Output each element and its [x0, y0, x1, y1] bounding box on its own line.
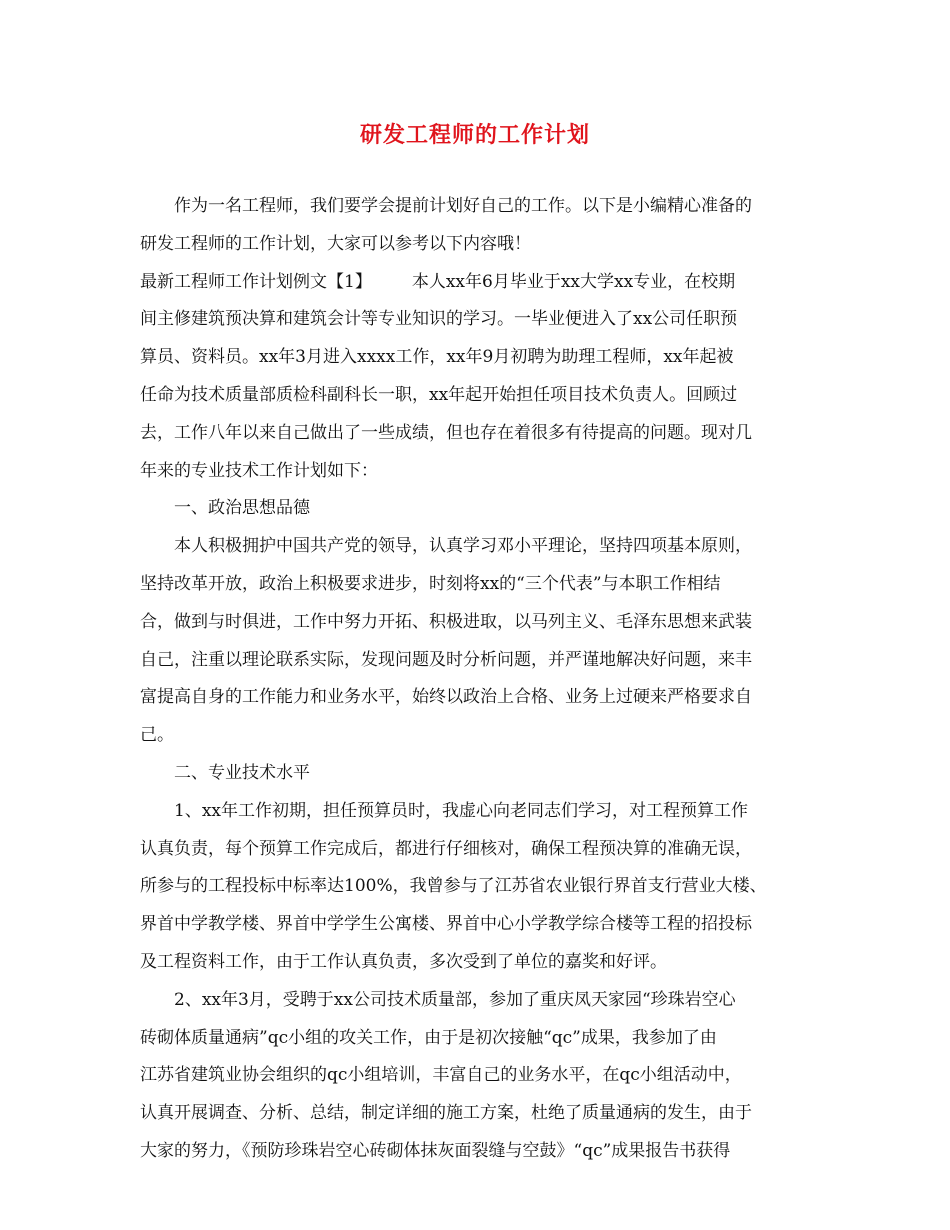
text-line-content: 研发工程师的工作计划，大家可以参考以下内容哦！	[140, 233, 531, 254]
document-body	[140, 188, 840, 1171]
text-line	[140, 415, 840, 453]
text-line-content: 认真开展调查、分析、总结，制定详细的施工方案，杜绝了质量通病的发生，由于	[140, 1103, 752, 1124]
text-line	[140, 944, 840, 982]
text-line	[140, 339, 840, 377]
text-line-content: 大家的努力，《预防珍珠岩空心砖砌体抹灰面裂缝与空鼓》“qc”成果报告书获得	[140, 1140, 731, 1161]
text-line	[140, 377, 840, 415]
text-line	[140, 453, 840, 491]
text-line	[140, 1020, 840, 1058]
text-line-content: 认真负责，每个预算工作完成后，都进行仔细核对，确保工程预决算的准确无误，	[140, 838, 752, 859]
text-line	[140, 1057, 840, 1095]
text-line	[140, 793, 840, 831]
text-line	[140, 868, 840, 906]
text-line	[140, 717, 840, 755]
text-line-content: 所参与的工程投标中标率达100%，我曾参与了江苏省农业银行界首支行营业大楼、	[140, 876, 767, 897]
text-line	[140, 226, 840, 264]
text-line	[140, 528, 840, 566]
text-line-content: 2、xx年3月，受聘于xx公司技术质量部，参加了重庆凤天家园“珍珠岩空心	[174, 989, 736, 1010]
text-line	[140, 679, 840, 717]
text-line-content: 富提高自身的工作能力和业务水平，始终以政治上合格、业务上过硬来严格要求自	[140, 687, 752, 708]
text-line-content: 年来的专业技术工作计划如下：	[140, 460, 378, 481]
text-line-content: 自己，注重以理论联系实际，发现问题及时分析问题，并严谨地解决好问题，来丰	[140, 649, 752, 670]
text-line	[140, 982, 840, 1020]
text-line-content: 江苏省建筑业协会组织的qc小组培训，丰富自己的业务水平，在qc小组活动中，	[140, 1065, 742, 1086]
text-line	[140, 566, 840, 604]
text-line	[140, 1095, 840, 1133]
text-line-content: 作为一名工程师，我们要学会提前计划好自己的工作。以下是小编精心准备的	[174, 196, 752, 216]
text-line-content: 任命为技术质量部质检科副科长一职，xx年起开始担任项目技术负责人。回顾过	[140, 384, 738, 405]
text-line-tail: 本人xx年6月毕业于xx大学xx专业，在校期	[411, 271, 736, 292]
text-line-content: 本人积极拥护中国共产党的领导，认真学习邓小平理论，坚持四项基本原则，	[174, 536, 752, 557]
text-line	[140, 1133, 840, 1171]
text-line-content: 1、xx年工作初期，担任预算员时，我虚心向老同志们学习，对工程预算工作	[174, 800, 748, 821]
text-line	[140, 642, 840, 680]
document-title: 研发工程师的工作计划	[359, 122, 590, 148]
text-line-content: 去，工作八年以来自己做出了一些成绩，但也存在着很多有待提高的问题。现对几	[140, 422, 752, 443]
text-line-content: 二、专业技术水平	[174, 762, 310, 783]
text-line-content: 及工程资料工作，由于工作认真负责，多次受到了单位的嘉奖和好评。	[140, 951, 667, 972]
text-line-content: 一、政治思想品德	[174, 498, 310, 519]
text-line-content: 合，做到与时俱进，工作中努力开拓、积极进取，以马列主义、毛泽东思想来武装	[140, 611, 752, 632]
text-line	[140, 264, 840, 302]
text-line	[140, 604, 840, 642]
text-line-content: 界首中学教学楼、界首中学学生公寓楼、界首中心小学教学综合楼等工程的招投标	[140, 914, 752, 935]
text-line-content: 算员、资料员。xx年3月进入xxxx工作，xx年9月初聘为助理工程师，xx年起被	[140, 347, 734, 368]
text-line-content: 己。	[140, 725, 174, 746]
text-line	[140, 301, 840, 339]
text-line-content: 间主修建筑预决算和建筑会计等专业知识的学习。一毕业便进入了xx公司任职预	[140, 309, 738, 330]
text-line-content: 坚持改革开放，政治上积极要求进步，时刻将xx的“三个代表”与本职工作相结	[140, 573, 721, 594]
text-line	[140, 755, 840, 793]
text-line	[140, 906, 840, 944]
text-line	[140, 188, 840, 226]
text-line-content: 砖砌体质量通病”qc小组的攻关工作，由于是初次接触“qc”成果，我参加了由	[140, 1027, 717, 1048]
text-line	[140, 831, 840, 869]
text-line-content: 最新工程师工作计划例文【1】	[140, 271, 372, 292]
text-line	[140, 490, 840, 528]
